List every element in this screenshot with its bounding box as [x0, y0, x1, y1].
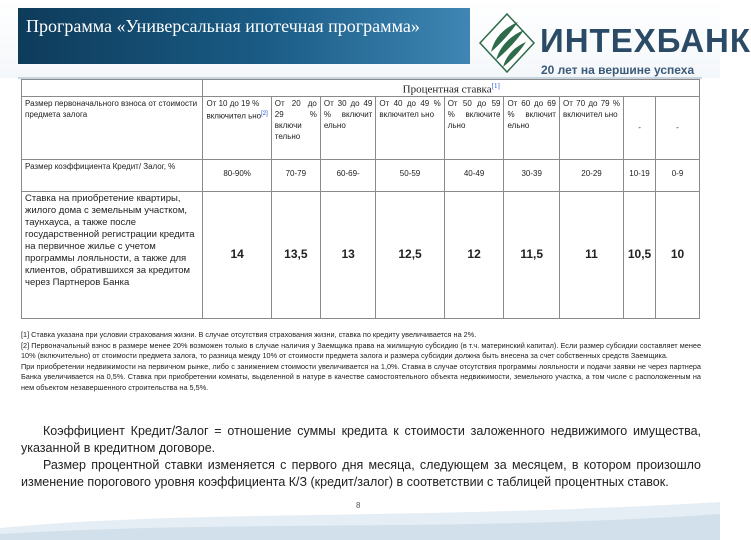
rate-value: 14: [203, 191, 271, 318]
table-cell: 40-49: [444, 159, 504, 191]
table-cell: 20-29: [559, 159, 623, 191]
table-cell: От 30 до 49 % включит ельно: [320, 96, 376, 159]
table-cell: 30-39: [504, 159, 560, 191]
table-cell: 50-59: [376, 159, 444, 191]
table-cell: От 70 до 79 % включител ьно: [559, 96, 623, 159]
purchase-rate-label: Ставка на приобретение квартиры, жилого дома с земельным участком, таунхауса, а также после государственной регистрации кредита на первичное жилье с учетом программы лояльности, а также для клиентов, обратившихся за кредитом через Партнеров Банка: [22, 191, 203, 318]
footnote-1: [1] Ставка указана при условии страхования жизни. В случае отсутствия страхования жизни, ставка по кредиту увеличивается на 2%.: [21, 330, 477, 339]
rate-header-row: [22, 80, 700, 97]
body-text: [21, 423, 701, 491]
table-cell: [203, 96, 271, 159]
table-cell: 80-90%: [203, 159, 271, 191]
table-row: [22, 159, 700, 191]
title-bar: [18, 8, 470, 64]
cell-text: От 10 до 19 % включител ьно: [206, 98, 262, 121]
footnote-ref-2: [2]: [261, 110, 268, 117]
footer-decoration: [0, 490, 720, 540]
ltv-definition: Коэффициент Кредит/Залог = отношение суммы кредита к стоимости заложенного недвижимого имущества, указанной в кредитном договоре.: [21, 424, 701, 455]
rate-change-note: Размер процентной ставки изменяется с первого дня месяца, следующем за месяцем, в котором произошло изменение порогового уровня коэффициента К/З (кредит/залог) в соответствии с таблицей процентных ставок.: [21, 458, 701, 489]
footnote-3: При приобретении недвижимости на первичном рынке, либо с занижением стоимости увеличивается на 1,0%. Ставка в случае отсутствия программы лояльности и подачи заявки не через партнера Банка увеличивается на 0,5%. Ставка при приобретении комнаты, выделенной в натуре в качестве самостоятельного объекта недвижимости, земельного участка, а том числе с расположенным на нем объектом незавершенного строительства на 5,5%.: [21, 361, 701, 392]
bank-slogan: 20 лет на вершине успеха: [541, 63, 695, 77]
rate-value: 11: [559, 191, 623, 318]
down-payment-label: Размер первоначального взноса от стоимости предмета залога: [22, 96, 203, 159]
rates-table: [21, 79, 700, 319]
page-number: 8: [356, 501, 361, 510]
table-cell: От 60 до 69 % включит ельно: [504, 96, 560, 159]
table-cell: -: [656, 96, 700, 159]
blank-corner-cell: [22, 80, 203, 97]
table-row: [22, 191, 700, 318]
rate-value: 13,5: [271, 191, 320, 318]
table-cell: 0-9: [656, 159, 700, 191]
rate-value: 13: [320, 191, 376, 318]
footnotes: [21, 330, 701, 393]
table-row: [22, 96, 700, 159]
table-cell: От 40 до 49 % включител ьно: [376, 96, 444, 159]
ltv-label: Размер коэффициента Кредит/ Залог, %: [22, 159, 203, 191]
rate-value: 12: [444, 191, 504, 318]
footnote-ref-1: [1]: [491, 82, 500, 90]
rate-header: [203, 80, 700, 97]
rate-value: 10: [656, 191, 700, 318]
table-cell: От 20 до 29 % включи тельно: [271, 96, 320, 159]
table-cell: 70-79: [271, 159, 320, 191]
footnote-2: [2] Первоначальный взнос в размере менее 20% возможен только в случае наличия у Заемщика права на жилищную субсидию (в т.ч. материнский капитал). Если размер субсидии составляет менее 10% (включительно) от стоимости предмета залога, то разница между 10% от стоимости предмета залога и размера субсидии должна быть внесена за счет собственных средств Заемщика.: [21, 340, 701, 360]
rate-value: 10,5: [624, 191, 656, 318]
rate-value: 12,5: [376, 191, 444, 318]
bank-name: ИНТЕХБАНК: [540, 22, 751, 59]
table-cell: -: [624, 96, 656, 159]
rate-header-text: Процентная ставка: [402, 83, 492, 96]
rate-value: 11,5: [504, 191, 560, 318]
slide-title: Программа «Универсальная ипотечная программа»: [26, 16, 420, 36]
table-cell: 60-69-: [320, 159, 376, 191]
table-cell: 10-19: [624, 159, 656, 191]
table-cell: От 50 до 59 % включите льно: [444, 96, 504, 159]
diamond-leaf-logo-icon: [478, 12, 536, 74]
